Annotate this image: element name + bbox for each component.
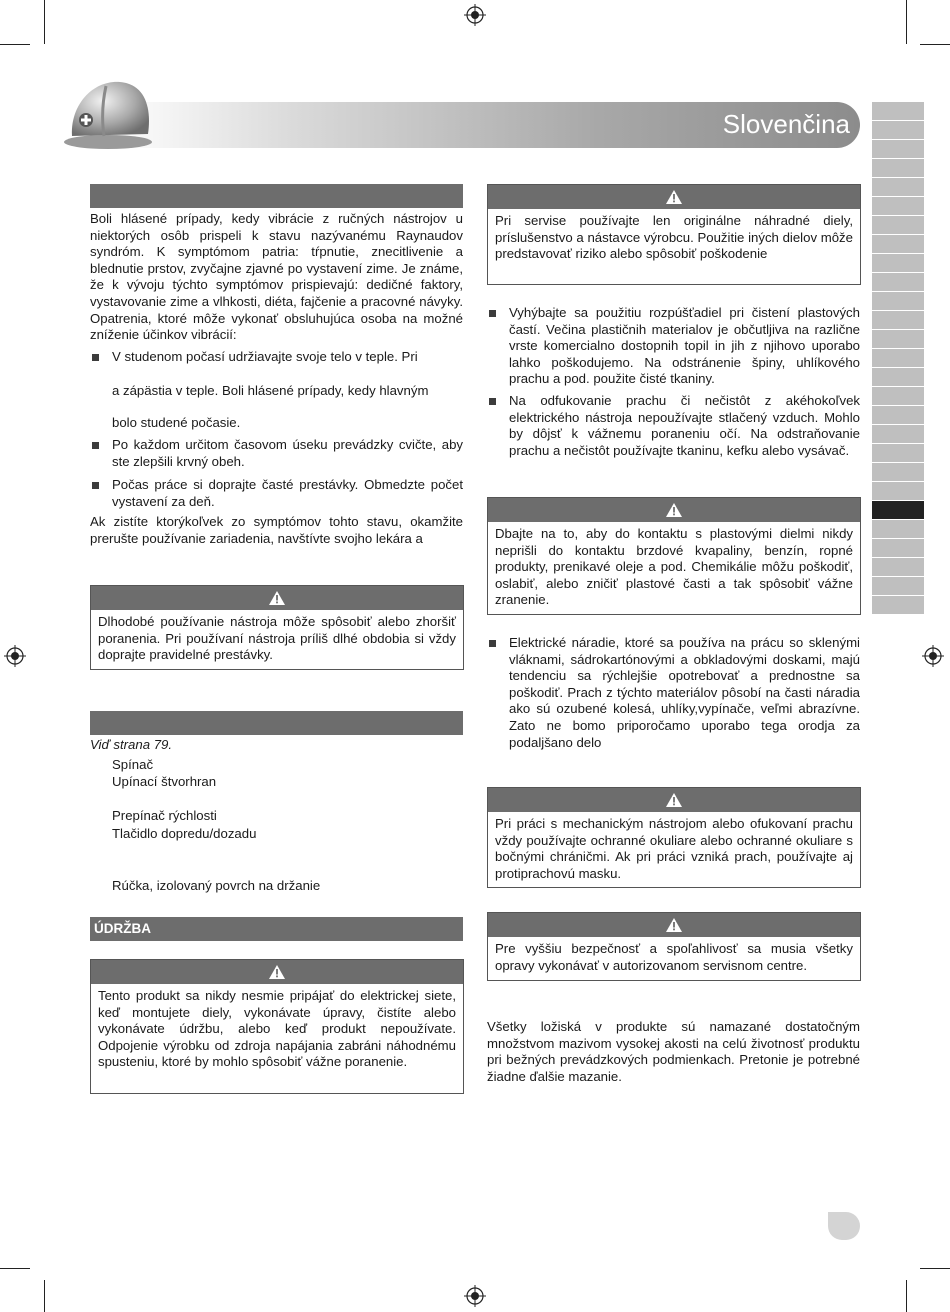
warning-header (91, 586, 463, 610)
parts-list-item: Tlačidlo dopredu/dozadu (112, 826, 257, 841)
list-item (487, 305, 860, 388)
bullet-square-icon (92, 354, 99, 361)
language-tab (872, 387, 924, 405)
warning-header (488, 913, 860, 937)
bullet-square-icon (489, 310, 496, 317)
language-tab (872, 444, 924, 462)
language-tab (872, 273, 924, 291)
safety-helmet-icon (62, 76, 162, 152)
language-tab (872, 349, 924, 367)
language-tab (872, 292, 924, 310)
bullet-text: Elektrické náradie, ktoré sa používa na prácu so sklenými vláknami, sádrokartónovými a obkladovými doskami, majú tendenciu sa rýchlejšie opotrebovať a prednostne sa poškodiť. Prach z týchto materiálov pôsobí na časti náradia ako sú ozubené kolesá, uhlíky,vypínače, veľmi abrazívne. Zato ne bomo priporočamo uporabo tega orodja za podaljšano delo (509, 635, 860, 750)
language-tab (872, 539, 924, 557)
crop-mark (920, 44, 950, 45)
language-tab (872, 216, 924, 234)
warning-box-goggles (487, 787, 861, 888)
list-item (487, 393, 860, 459)
language-tab (872, 102, 924, 120)
warning-triangle-icon (269, 591, 285, 605)
crop-mark (906, 1280, 907, 1312)
registration-mark-icon (922, 645, 944, 667)
parts-list-item: Prepínač rýchlosti (112, 808, 217, 823)
warning-box-plastics (487, 497, 861, 615)
warning-header (91, 960, 463, 984)
language-tab (872, 463, 924, 481)
language-tab-active (872, 501, 924, 519)
registration-mark-icon (464, 4, 486, 26)
language-tab (872, 425, 924, 443)
parts-list-item: Rúčka, izolovaný povrch na držanie (112, 878, 321, 893)
vibration-closing: Ak zistíte ktorýkoľvek zo symptómov tohto stavu, okamžite prerušte používanie zariadenia, navštívte svojho lekára a (90, 514, 463, 546)
bullet-text: Na odfukovanie prachu či nečistôt z akéhokoľvek elektrického nástroja nepoužívajte stlačený vzduch. Mohlo by dôjsť k vážnemu poraneniu očí. Na odstraňovanie prachu a nečistôt používajte tkaninu, kefku alebo vysávač. (509, 393, 860, 458)
warning-box-long-use (90, 585, 464, 670)
parts-list-item: Upínací štvorhran (112, 774, 217, 789)
warning-text: Pre vyššiu bezpečnosť a spoľahlivosť sa musia všetky opravy vykonávať v autorizovanom servisnom centre. (495, 941, 853, 973)
bullet-text: V studenom počasí udržiavajte svoje telo v teple. Pri (112, 349, 418, 364)
warning-text: Dbajte na to, aby do kontaktu s plastovými dielmi nikdy neprišli do kontaktu brzdové kvapaliny, benzín, ropné produkty, prenikavé oleje a pod. Chemikálie môžu poškodiť, oslabiť, alebo zničiť plastové časti a tak spôsobiť vážne zranenie. (495, 526, 853, 608)
list-item (90, 477, 463, 510)
language-tab (872, 159, 924, 177)
warning-triangle-icon (666, 918, 682, 932)
language-tab (872, 596, 924, 614)
crop-mark (0, 44, 30, 45)
crop-mark (0, 1268, 30, 1269)
warning-text: Tento produkt sa nikdy nesmie pripájať do elektrickej siete, keď montujete diely, vykonávate úpravy, čistíte alebo vykonávate údržbu, alebo keď produkt nepoužívate. Odpojenie výrobku od zdroja napájania zabráni náhodnému spusteniu, ktoré by mohlo spôsobiť vážne poranenie. (98, 988, 456, 1070)
list-item (90, 349, 463, 366)
see-page-reference: Viď strana 79. (90, 737, 173, 752)
warning-triangle-icon (666, 190, 682, 204)
section-header-parts (90, 711, 463, 735)
lubrication-paragraph: Všetky ložiská v produkte sú namazané dostatočným množstvom mazivom vysokej akosti na celú životnosť produktu pri bežných prevádzkových podmienkach. Pretonie je potrebné žiadne ďalšie mazanie. (487, 1019, 860, 1084)
bullet-square-icon (92, 482, 99, 489)
bullet-text-continued: bolo studené počasie. (112, 415, 241, 430)
list-item (90, 437, 463, 470)
bullet-text: Po každom určitom časovom úseku prevádzky cvičte, aby ste zlepšili krvný obeh. (112, 437, 463, 469)
warning-text: Dlhodobé používanie nástroja môže spôsobiť alebo zhoršiť poranenia. Pri používaní nástroja príliš dlhé obdobia si vždy doprajte pravidelné prestávky. (98, 614, 456, 663)
bullet-square-icon (489, 398, 496, 405)
language-tab (872, 558, 924, 576)
warning-text: Pri práci s mechanickým nástrojom alebo ofukovaní prachu vždy používajte ochranné okuliare alebo ochranné okuliare s bočnými chráničmi. Ak pri práci vzniká prach, používajte aj protiprachovú masku. (495, 816, 853, 881)
page-title: Slovenčina (722, 109, 850, 139)
language-tab (872, 406, 924, 424)
language-tab (872, 140, 924, 158)
warning-box-disconnect (90, 959, 464, 1094)
warning-box-service (487, 912, 861, 981)
crop-mark (44, 0, 45, 44)
language-tab (872, 197, 924, 215)
language-tab (872, 482, 924, 500)
crop-mark (906, 0, 907, 44)
page-number-tab (828, 1212, 860, 1240)
warning-box-original-parts (487, 184, 861, 285)
language-tab (872, 254, 924, 272)
registration-mark-icon (464, 1285, 486, 1307)
warning-triangle-icon (666, 503, 682, 517)
vibration-paragraph: Boli hlásené prípady, kedy vibrácie z ručných nástrojov u niektorých osôb prispeli k stavu nazývanému Raynaudov syndróm. K symptómom patria: tŕpnutie, znecitlivenie a blednutie prstov, zvyčajne zjavné po vystavení zime. Je známe, že k vývoju týchto symptómov prispievajú: dedičné faktory, vystavovanie zime a vlhkosti, diéta, fajčenie a pracovné návyky. Opatrenia, ktoré môže vykonať obsluhujúca osoba na možné zníženie účinkov vibrácií: (90, 211, 463, 343)
bullet-text: Počas práce si doprajte časté prestávky. Obmedzte počet vystavení za deň. (112, 477, 463, 509)
bullet-square-icon (92, 442, 99, 449)
language-tab (872, 577, 924, 595)
bullet-text-continued: a zápästia v teple. Boli hlásené prípady, kedy hlavným (112, 383, 429, 398)
section-header-maintenance: ÚDRŽBA (90, 917, 463, 941)
warning-triangle-icon (269, 965, 285, 979)
warning-header (488, 185, 860, 209)
language-tab (872, 121, 924, 139)
language-tab (872, 178, 924, 196)
list-item (487, 635, 860, 751)
warning-header (488, 788, 860, 812)
parts-list-item: Spínač (112, 757, 154, 772)
language-tab (872, 368, 924, 386)
bullet-text: Vyhýbajte sa použitiu rozpúšťadiel pri čistení plastových častí. Večina plastičnih materialov je občutljiva na različne vrste komercialno dostopnih topil in jih z njihovo uporabo lahko poškodujemo. Na odstránenie špiny, uhlíkového prachu a pod. použite čisté tkaniny. (509, 305, 860, 387)
language-tab (872, 311, 924, 329)
language-tab (872, 520, 924, 538)
section-header-vibration (90, 184, 463, 208)
language-tabs (872, 102, 924, 615)
warning-header (488, 498, 860, 522)
bullet-square-icon (489, 640, 496, 647)
warning-triangle-icon (666, 793, 682, 807)
language-tab (872, 235, 924, 253)
registration-mark-icon (4, 645, 26, 667)
language-tab (872, 330, 924, 348)
crop-mark (44, 1280, 45, 1312)
warning-text: Pri servise používajte len originálne náhradné diely, príslušenstvo a nástavce výrobcu. Použitie iných dielov môže predstavovať riziko alebo spôsobiť poškodenie (495, 213, 853, 262)
crop-mark (920, 1268, 950, 1269)
